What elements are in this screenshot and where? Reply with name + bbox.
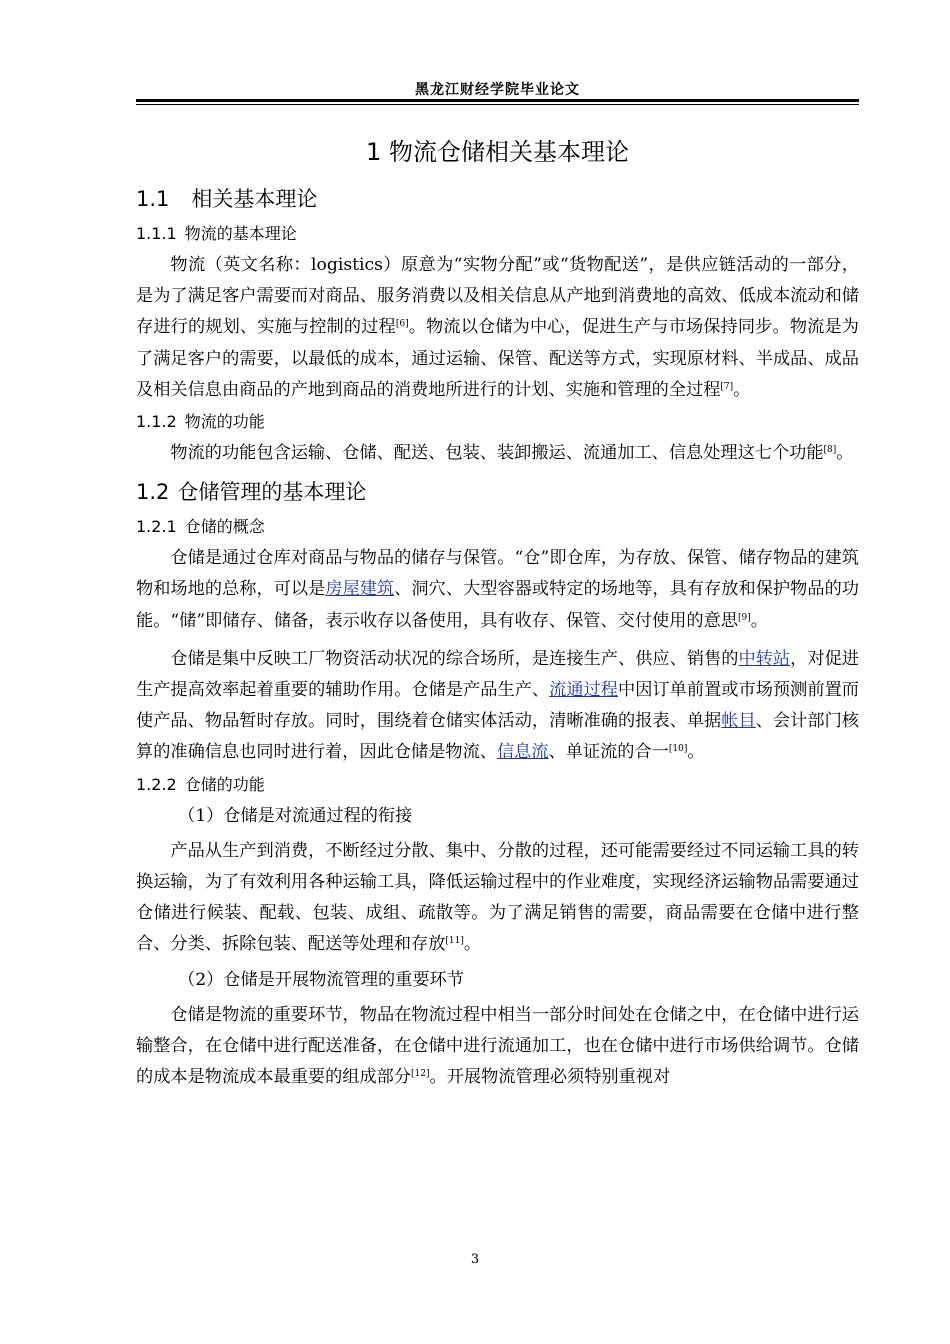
- text-run: 仓储是物流的重要环节，物品在物流过程中相当一部分时间处在仓储之中，在仓储中进行运输整合，在仓储中进行配送准备，在仓储中进行流通加工，也在仓储中进行市场供给调节。仓储的成本是物流成本最重要的组成部分: [136, 1004, 859, 1088]
- list-item-heading: （1）仓储是对流通过程的衔接: [178, 805, 413, 826]
- section-number: 1.1: [136, 187, 170, 211]
- link-information-flow[interactable]: 信息流: [496, 742, 549, 763]
- subsection-title: 仓储的概念: [184, 517, 265, 537]
- text-run: 。物流以仓储为中心，促进生产与市场保持同步。物流是为了满足客户的需要，以最低的成本，通过运输、保管、配送等方式，实现原材料、半成品、成品及相关信息由商品的产地到商品的消费地所进行的计划、实施和管理的全过程: [136, 317, 859, 400]
- running-header: 黑龙江财经学院毕业论文: [415, 82, 580, 98]
- section-title: 仓储管理的基本理论: [177, 480, 367, 505]
- list-item-heading: （2）仓储是开展物流管理的重要环节: [178, 969, 464, 990]
- subsection-title: 物流的基本理论: [184, 224, 297, 243]
- link-accounts[interactable]: 帐目: [721, 711, 756, 732]
- paragraph-circulation-link: [136, 836, 859, 961]
- section-title: 相关基本理论: [191, 187, 318, 211]
- citation: [7]: [720, 381, 734, 392]
- subsection-number: 1.1.2: [136, 412, 177, 432]
- text-run: 物流（英文名称：logistics）原意为“实物分配”或“货物配送”，是供应链活动的一部分，是为了满足客户需要而对商品、服务消费以及相关信息从产地到消费地的高效、低成本流动和储存进行的规划、实施与控制的过程: [136, 255, 859, 338]
- subsection-heading-1-2-2: [136, 769, 859, 801]
- citation: [11]: [445, 936, 464, 947]
- text-run: 中因订单前置或市场预测前置而使产品、物品暂时存放。同时，围绕着仓储实体活动，清晰准确的报表、单据: [136, 680, 859, 732]
- paragraph-logistics-management: [136, 1000, 859, 1094]
- text-run: 产品从生产到消费，不断经过分散、集中、分散的过程，还可能需要经过不同运输工具的转换运输，为了有效利用各种运输工具，降低运输过程中的作业难度，实现经济运输物品需要通过仓储进行候装、配载、包装、成组、疏散等。为了满足销售的需要，商品需要在仓储中进行整合、分类、拆除包装、配送等处理和存放: [136, 840, 859, 955]
- text-run: 物流的功能包含运输、仓储、配送、包装、装卸搬运、流通加工、信息处理这七个功能: [170, 443, 824, 464]
- subsection-title: 仓储的功能: [184, 774, 265, 794]
- link-transfer-station[interactable]: 中转站: [738, 648, 791, 669]
- text-run: 仓储是集中反映工厂物资活动状况的综合场所，是连接生产、供应、销售的: [170, 648, 739, 669]
- citation: [6]: [395, 319, 409, 330]
- page-number: 3: [470, 1252, 480, 1267]
- text-run: 、单证流的合一: [548, 742, 669, 763]
- section-number: 1.2: [136, 480, 170, 505]
- text-run: 仓储是通过仓库对商品与物品的储存与保管。“仓”即仓库，为存放、保管、储存物品的建筑物和场地的总称，可以是: [136, 548, 859, 600]
- text-run: 。开展物流管理必须特别重视对: [429, 1067, 671, 1088]
- subsection-title: 物流的功能: [184, 412, 265, 432]
- citation: [9]: [737, 612, 751, 623]
- header-rule-thin: [136, 104, 859, 105]
- paragraph-logistics-definition: [136, 250, 859, 406]
- text-run: 。: [687, 742, 705, 763]
- text-run: 。: [836, 443, 854, 464]
- paragraph-logistics-functions: [136, 438, 859, 469]
- chapter-title: 1 物流仓储相关基本理论: [366, 138, 629, 166]
- subsection-number: 1.2.1: [136, 517, 177, 537]
- section-heading-1-2: [136, 473, 859, 511]
- subsection-heading-1-1-2: [136, 406, 859, 438]
- section-heading-1-1: [136, 180, 859, 218]
- subsection-number: 1.2.2: [136, 774, 177, 794]
- link-housing-construction[interactable]: 房屋建筑: [325, 579, 395, 600]
- subsection-heading-1-2-1: [136, 511, 859, 543]
- citation: [8]: [823, 445, 837, 456]
- citation: [10]: [668, 744, 688, 755]
- header-rule-thick: [136, 99, 859, 102]
- subsection-heading-1-1-1: [136, 218, 859, 250]
- text-run: 。: [463, 934, 482, 955]
- text-run: 。: [733, 379, 751, 400]
- paragraph-warehouse-role: [136, 644, 859, 769]
- text-run: 、洞穴、大型容器或特定的场地等，具有存放和保护物品的功能。“储”即储存、储备，表示收存以备使用，具有收存、保管、交付使用的意思: [136, 579, 859, 631]
- text-run: 。: [750, 610, 768, 631]
- link-circulation-process[interactable]: 流通过程: [549, 680, 618, 701]
- body-text: [136, 130, 859, 1093]
- text-run: ，对促进生产提高效率起着重要的辅助作用。仓储是产品生产、: [136, 648, 859, 701]
- text-run: 、会计部门核算的准确信息也同时进行着，因此仓储是物流、: [136, 711, 859, 763]
- citation: [12]: [411, 1069, 430, 1080]
- subsection-number: 1.1.1: [136, 224, 177, 243]
- paragraph-warehouse-concept: [136, 543, 859, 637]
